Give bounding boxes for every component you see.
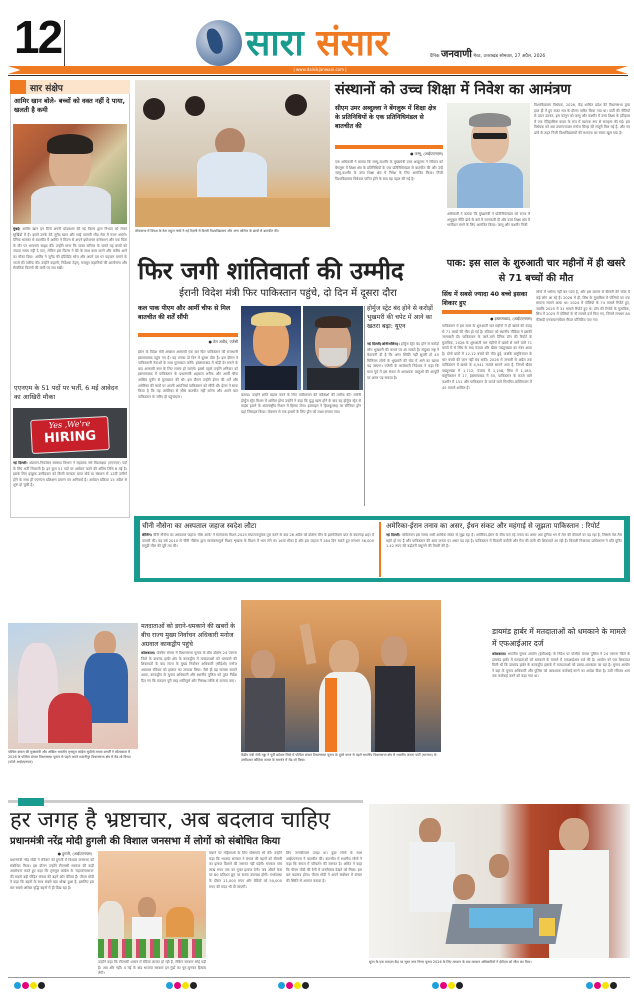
masthead-divider xyxy=(64,20,65,66)
measles-dateline: ● इस्लामाबाद, (आईएएनएस) xyxy=(490,316,532,321)
paper-info xyxy=(430,46,545,60)
measles-body-col1: पाकिस्तान में इस साल के शुरुआती चार महीनों में ही खसरे की वजह से 71 बच्चों की मौत हो गई है। रविवार को स्थानीय मीडिया ने इसकी जानकारी दी। पाकिस्तान के जाने-माने दैनिक डॉन की रिपोर्ट के मुताबिक, 2026 के शुरुआती चार महीनों में खसरे से मरने वाले 71 बच्चों में से सिंध के बाद पंजाब और खैबर पख्तूनख्वा का नंबर आता है। दोनों प्रांतों में 12-12 बच्चों की मौत हुई, जबकि बलूचिस्तान के चार बच्चों की जान नहीं बच सकी। 2026 में जनवरी से अप्रैल तक पाकिस्तान में खसरे के 4,541 मामले सामने आए हैं, जिनमें खैबर पख्तूनख्वा में 1,712, पंजाब में 1,198, सिंध में 1,183, बलूचिस्तान में 17, इस्लामाबाद में 55, पाकिस्तान के कब्जे वाले कश्मीर में 151 और पाकिस्तान के कब्जे वाले गिलगित-बाल्टिस्तान में 45 मामले शामिल हैं। xyxy=(442,324,532,390)
education-body-col1: एक अधिकारी ने बताया कि जम्मू-कश्मीर के मुख्यमंत्री उमर अब्दुल्ला ने रविवार को बेंगलुरू में शिक्षा क्षेत्र के प्रतिनिधियों के एक प्रतिनिधिमंडल से बातचीत की और उन्हें जम्मू-कश्मीर के उच्च शिक्षा क्षेत्र में निवेश के लिए आमंत्रित किया। निजी विश्वविद्यालय विधेयक पारित होने के बाद यह पहल की गई है। xyxy=(335,160,443,181)
sar-sankshep-header xyxy=(10,80,130,94)
rahul-photo-caption: लोकसभा में विपक्ष के नेता राहुल गांधी ने नई दिल्ली में दिल्ली विश्वविद्यालय और अन्य कॉलेज के छात्रों से बातचीत की। xyxy=(135,229,279,233)
nadda-photo-caption: केंद्रीय मंत्री जेपी नड्डा ने पूर्वी बर्दवान जिले में पश्चिम बंगाल विधानसभा चुनाव के दूसरे चरण से पहले भारतीय विधानसभा क्षेत्र से भारतीय जनता पार्टी (भाजपा) के उम्मीदवार कौशिक कमल के समर्थन में रोड शो किया। xyxy=(241,753,437,762)
china-headline[interactable]: चीनी नौसेना का अस्पताल जहाज स्वदेश लौटा xyxy=(142,522,257,530)
rahul-students-photo xyxy=(135,80,330,227)
nadda-roadshow-photo xyxy=(241,600,441,752)
voters-body: कोलकाता। पश्चिम बंगाल में विधानसभा चुनाव के बीच दक्षिण 24 परगना जिले के डायमंड हार्बर क्षेत्र के काकद्वीप में मतदाताओं को धमकाने की शिकायतों के बाद राज्य के मुख्य निर्वाचन अधिकारी (सीईओ) मनोज अग्रवाल रविवार को हालात का जायजा लिया। जैसे ही यह मामला सामने आया, काकद्वीप के चुनाव अधिकारी और स्थानीय पुलिस को तुरंत निर्देश दिए गए कि मतदान पूरी तरह शांतिपूर्ण और निष्पक्ष तरीके से कराया जाए। xyxy=(141,651,237,683)
modi-body-col2: उन्होंने कहा कि टीएमसी शासन में बेटियां लाचार हो रही हैं, लेकिन सरकार सोई पड़ी है। अब और नहीं। 4 मई के बाद भाजपा सरकार इन गुंडों का चुन-चुनकर हिसाब लेगी। xyxy=(98,960,206,976)
diamond-harbour-headline[interactable]: डायमंड हार्बर में मतदाताओं को धमकाने के मामले में एफआईआर दर्ज xyxy=(492,627,626,648)
aamir-photo xyxy=(13,124,127,224)
china-body: बीजिंग। चीनी नौसेना का अस्पताल जहाज 'पीस आर्क' ने सामंजस्य मिशन-2025 सफलतापूर्वक पूरा करने के बाद 26 अप्रैल को दक्षिण चीन के झानजियांग प्रांत के बंदरगाह शहर में वापसी की। यह वर्ष 2010 से चीनी नौसेना द्वारा सामंजस्यपूर्ण मिशन शृंखला के मिशन में भाग लेने का 16वां मौका है और इस जहाज ने 284 दिन चलते हुए लगभग 36,000 समुद्री मील की दूरी तय की। xyxy=(142,533,374,549)
anm-headline[interactable]: एएनएम के 51 पदों पर भर्ती, 6 मई आवेदन का आखिरी मौका xyxy=(14,384,118,401)
education-headline[interactable]: संस्थानों को उच्च शिक्षा में निवेश का आमंत्रण xyxy=(335,82,571,98)
hiring-text-line1: Yes ,We're xyxy=(48,418,91,431)
hormuz-inset-headline[interactable]: होर्मुज स्ट्रेट बंद होने से करोड़ों भुखमरी की चपेट में आने का खतरा बढ़ा: यूएन xyxy=(367,305,433,330)
peace-talks-subhead: ईरानी विदेश मंत्री फिर पाकिस्तान पहुंचे, दो दिन में दूसरा दौरा xyxy=(179,288,397,299)
section-separator-tab xyxy=(18,798,44,806)
modi-body-col3: बचाने पर महिलाओं के लिए घोषणाएं भी कीं। उन्होंने कहा कि भाजपा सरकार ने बंगाल की बहनों को बीमारी का इलाज दिलाने की जरूरत नहीं पड़ेगी। सरकार पांच लाख रुपए तक का मुफ्त इलाज देगी। जब औरतें केस पर 80 प्रतिशत छूट पर सस्ता उपलब्ध होगी। गर्भावस्था के दौरान 21,000 रुपए और बेटियों को 50,000 रुपए की मदद भी दी जाएगी। xyxy=(209,851,282,889)
peace-side-head: कल पाक पीएम और आर्मी चीफ से मिल बातचीत की शर्तें सौंपी xyxy=(138,305,231,321)
pakistan-report-headline[interactable]: अमेरिका-ईरान तनाव का असर, ईंधन संकट और महंगाई से जूझता पाकिस्तान : रिपोर्ट xyxy=(386,522,600,530)
aamir-headline[interactable]: आमिर खान बोले- बच्चों को वक्त नहीं दे पाया, खलती है कमी xyxy=(14,97,126,114)
measles-body-col2: लोगों में भरोसा नहीं बन पाता है, और इस कारण से बीमारी की चपेट में कई लोग आ रहे हैं। 2026 में ही, सिंध के मुताबिक में पोलियो का एक मामला सामने आया था। 2024 में पोलियो के 74 मामले रिपोर्ट हुए, जबकि 2025 में 31 मामले रिपोर्ट हुए थे। डॉन की रिपोर्ट के मुताबिक, सिंध में 2025 में पोलियो के नौ मामले दर्ज किए गए, जिनमें लगभग 80 फीसदी एनवायरनमेंटल सैंपल पॉजिटिव पाए गए। xyxy=(536,290,630,322)
hiring-image xyxy=(13,408,127,458)
section-title xyxy=(246,22,389,66)
registration-mark-5 xyxy=(586,974,618,993)
peace-talks-headline[interactable]: फिर जगी शांतिवार्ता की उम्मीद xyxy=(138,257,404,285)
paper-prefix: दैनिक xyxy=(430,54,440,59)
evm-photo-caption: सूरत के एक मतदान केंद्र पर सूरत नगर निगम चुनाव 2026 के लिए मतदान के बाद मतदान अधिकारियों ने ईवीएम को सील कर दिया। xyxy=(369,960,532,964)
modi-subhead: प्रधानमंत्री नरेंद्र मोदी हुगली की विशाल जनसभा में लोगों को संबोधित किया xyxy=(10,836,281,847)
education-dateline: ● जम्मू, (आईएएनएस) xyxy=(410,151,443,156)
mamata-photo-caption: पश्चिम बंगाल की मुख्यमंत्री और अखिल भारतीय तृणमूल कांग्रेस सुप्रीमो ममता बनर्जी ने कोलकाता में 2026 के पश्चिम बंगाल विधानसभा चुनाव से पहले अपने भवानीपुर विधानसभा क्षेत्र में रोड शो किया। (फोटो आईएएनएस) xyxy=(8,750,132,764)
peace-body-col1: ईरान के विदेश मंत्री अब्बास अराघची एक बार फिर पाकिस्तान की राजधानी इस्लामाबाद पहुंच गए हैं। यह उनका दो दिन में दूसरा दौरा है। इस दौरान वे पाकिस्तानी नेताओं के साथ मुलाकात करेंगे। इस्लामाबाद में थोड़ी देर रुकने के बाद अराघची रूस के लिए रवाना हो जाएंगे। इससे पहले उन्होंने शनिवार को इस्लामाबाद में पाकिस्तान के प्रधानमंत्री शहबाज शरीफ और आर्मी चीफ आसिम मुनीर से मुलाकात की थी। इस दौरान उन्होंने ईरान की शर्तें और अमेरिका की बातों पर अपनी आपत्तियां पाकिस्तान को सौंपी थीं। ईरान ने साफ किया है कि वह अमेरिका से सीधे बातचीत नहीं करेगा और अपने बात पाकिस्तान के जरिए ही पहुंचाएगा। xyxy=(138,350,238,399)
edition-info: मेरठ, उत्तराखंड सोमवार, 27 अप्रैल, 2026 xyxy=(473,54,546,59)
evm-sealing-photo xyxy=(369,804,630,958)
voters-headline[interactable]: मतदाताओं को डराने-धमकाने की खबरों के बीच राज्य मुख्य निर्वाचन अधिकारी मनोज अग्रवाल काकद्वीप पहुंचे xyxy=(141,623,235,648)
modi-body-col4: लिए जनकीलाल उमड़ा था। कुछ लोगों के साथ आईएएनएस ने बातचीत की। बातचीत में स्थानीय लोगों ने कहा कि बंगाल में परिवर्तन की जरूरत है। अमित ने कहा कि पीएम मोदी की रैली में जनसैलाब देखने को मिला। इस बार बदलाव होगा। पीएम मोदी ने अपने संबोधन में बंगाल की स्थिति से अवगत कराया है। xyxy=(286,851,362,883)
trump-photo xyxy=(241,306,301,390)
aamir-body: मुंबई। आमिर खान इन दिनों अपनी प्रोडक्शन की नई फिल्म द्वारा निभाए को लेकर सुर्खियों में हैं। इसमें उनके बेटे जुनैद खान और साई पल्लवी लीड रोल में नजर आएंगे। दैनिक भास्कर से बातचीत में आमिर ने फिल्म से अपने इमोशनल कनेक्शन और एक पिता के तौर पर भावनाएं साझा कीं। उन्होंने माना कि व्यस्त करियर के चलते वह बच्चों को ज्यादा समय नहीं दे पाए, लेकिन इस फिल्म ने बेटे के साथ काम करने और करीब आने का मौका दिया। आमिर ने जुनैद की इंडिपेंडेंट सोच और अपने दम पर पहचान बनाने के जज्बे की तारीफ की। उन्होंने कहानी, निर्देशक टेड्स्, मजबूत कहानियों की आलोचना और रोमांटिक फिल्मों की कमी पर राय रखी। xyxy=(13,227,127,271)
education-body-col3: विश्वविद्यालय विधेयक, 2026, केंद्र शासित प्रदेश की विधानसभा द्वारा हाल ही में हुए बजट सत्र के दौरान पारित किया गया था। पार्टी की नीतियों से ऊपर उठकर, इस कानून को जम्मू और कश्मीर में उच्च शिक्षा के इतिहास में एक ऐतिहासिक कदम के रूप में व्यापक रूप से सराहना की गई। इस विधेयक को अब उपराज्यपाल मनोज सिन्हा की मंजूरी मिल गई है, और नए ढांचे के तहत निजी विश्वविद्यालयों की स्थापना का रास्ता खुल गया है। xyxy=(534,103,630,135)
peace-body-col2: बताया। उन्होंने शांति बहाल करने के लिए पाकिस्तान की कोशिशों की तारीफ की। जर्मनी होर्मुज स्ट्रेट मिशन में शामिल होगा उन्होंने ने कहा कि युद्ध खत्म होने के बाद वह होर्मुज स्ट्रेट से माइंस हटाने के अंतरराष्ट्रीय मिशन में हिस्सा लेगा। इजराइल ने हिजबुल्लाह का सीनियर ड्रोन यहां जिराइल किया। लेबनान से एक हमलों के लिए ड्रोन को लक्ष्य बनाया गया। xyxy=(241,393,361,414)
modi-body-col1: प्रधानमंत्री नरेंद्र मोदी ने रविवार को हुगली में विशाल जनसभा को संबोधित किया। इस दौरान उन्होंने टीएमसी सरकार की कड़ी आलोचना करते हुए कहा कि तृणमूल कांग्रेस के 'महाजंगलराज' की सबसे बड़ी पीड़ित बंगाल की बहनें और बेटियां हैं। पीएम मोदी ने कहा कि बहनों के साथ सबसे बड़ा धोखा हुआ है, इसलिए इस बार सबसे अधिक वृद्धि बहनों में ही दिख रहा है। xyxy=(10,858,94,890)
peace-dateline: ● तेल अवीव, एजेंसी xyxy=(208,339,238,344)
teal-box-divider xyxy=(379,522,381,577)
sar-sankshep-label: सार संक्षेप xyxy=(30,84,63,94)
measles-subhead: सिंध में सबसे ज्यादा 40 बच्चे इसका शिकार हुए xyxy=(442,291,528,307)
anm-body-continued xyxy=(13,522,127,582)
hiring-text-line2: HIRING xyxy=(43,428,97,447)
registration-mark-1 xyxy=(14,974,46,993)
page-number: 12 xyxy=(14,11,62,63)
masthead-underline xyxy=(8,75,628,76)
section-separator xyxy=(8,800,363,803)
modi-rally-photo xyxy=(98,851,206,958)
modi-dateline: ● हुगली, (आईएएनएस) xyxy=(57,851,92,856)
registration-mark-3 xyxy=(278,974,310,993)
education-subhead: सीएम उमर अब्दुल्ला ने बेंगलुरू में शिक्षा क्षेत्र के प्रतिनिधियों के एक प्रतिनिधिमंडल से बातचीत की xyxy=(335,105,436,130)
measles-rule xyxy=(442,310,532,314)
peace-body-col3: नई दिल्ली(ओनीजलिस)। होर्मुज स्ट्रेट बंद होने से करोड़ों लोग भुखमरी की कगार पर आ सकते हैं। संयुक्त राष्ट्र ने चेतावनी दी है कि अगर स्थिति नहीं सुधरी तो 45 मिलियन लोगों के भुखमरी की चोट में आने का खतरा बढ़ जाएगा। एजेंसी के कार्यकारी निदेशक ने कहा कि मध्य पूर्व में इस संकट से आवश्यक वस्तुओं की आपूर्ति पर असर पड़ सकता है। xyxy=(367,342,439,380)
education-rule xyxy=(335,145,443,149)
globe-icon xyxy=(196,20,242,66)
education-body-col2: अधिकारी ने बताया कि मुख्यमंत्री ने प्रतिनिधिमंडल को राज्य में अनुकूल नीति ढांचे के बारे में जानकारी दी और उच्च शिक्षा क्षेत्र में भागीदार बनने के लिए आमंत्रित किया। जम्मू और कश्मीर निजी xyxy=(447,212,530,228)
section-title-part2: संसार xyxy=(316,23,389,64)
paper-name: जनवाणी xyxy=(440,49,472,60)
registration-mark-4 xyxy=(432,974,464,993)
peace-rule xyxy=(138,333,238,337)
omar-abdullah-photo xyxy=(447,103,530,208)
araghchi-photo xyxy=(303,306,363,390)
registration-mark-2 xyxy=(166,974,198,993)
mamata-photo xyxy=(8,623,138,749)
pakistan-report-body: नई दिल्ली। पाकिस्तान इस समय भारी आर्थिक संकट से जूझ रहा है। अमेरिका-ईरान के बीच चल रहे तनाव का असर अब दुनिया भर में तेल की कीमतों पर पड़ रहा है, जिससे तेल-गैस महंगे हो गए हैं और पाकिस्तान की आम जनता पर असर पड़ रहा है। पाकिस्तान में बिजली कटौती और गैस की कमी की शिकायतें आ रही हैं। बिजली नियामक प्राधिकरण ने प्रति यूनिट 1.42 रुपए की बढ़ोतरी वसूलने की तैयारी की है। xyxy=(386,533,622,549)
anm-body: नई दिल्ली। अंडमान-निकोबार स्वास्थ्य विभाग ने सहायक नर्स मिडवाइफ (एएनएम) पदों के लिए भर्ती निकाली है। इन कुल 51 पदों पर आवेदन करने की अंतिम तिथि 6 मई है। इसके लिए इच्छुक उम्मीदवार को किसी मान्यता प्राप्त बोर्ड या संस्थान से 12वीं उत्तीर्ण होने के साथ ही एएनएम प्रशिक्षण प्रमाण पत्र अनिवार्य है। आवेदन प्रक्रिया 15 अप्रैल से शुरू हो चुकी है। xyxy=(13,461,127,488)
measles-headline[interactable]: पाक: इस साल के शुरुआती चार महीनों में ही खसरे से 71 बच्चों की मौत xyxy=(446,258,626,284)
footer-line xyxy=(8,977,630,978)
diamond-harbour-body: कोलकाता। भारतीय चुनाव आयोग (ईसीआई) के निर्देश पर पश्चिम बंगाल पुलिस ने 24 परगना जिले के डायमंड हार्बर में मतदाताओं को धमकाने के मामले में एफआईआर दर्ज की है। आयोग को एक शिकायत मिली थी कि डायमंड हार्बर के काकद्वीप इलाके में मतदाताओं को डराया-धमकाया जा रहा है। चुनाव आयोग ने वहां के चुनाव अधिकारी और पुलिस को आवश्यक कार्रवाई करने का आदेश दिया है। उसी रविवार शाम तक कार्रवाई करने को कहा गया था। xyxy=(492,652,630,679)
peace-inset-divider xyxy=(364,306,365,506)
modi-headline[interactable]: हर जगह है भ्रष्टाचार, अब बदलाव चाहिए xyxy=(10,808,331,833)
section-title-part1: सारा xyxy=(246,23,304,64)
website-link[interactable]: | www.dainikjanwani.com | xyxy=(293,67,347,72)
